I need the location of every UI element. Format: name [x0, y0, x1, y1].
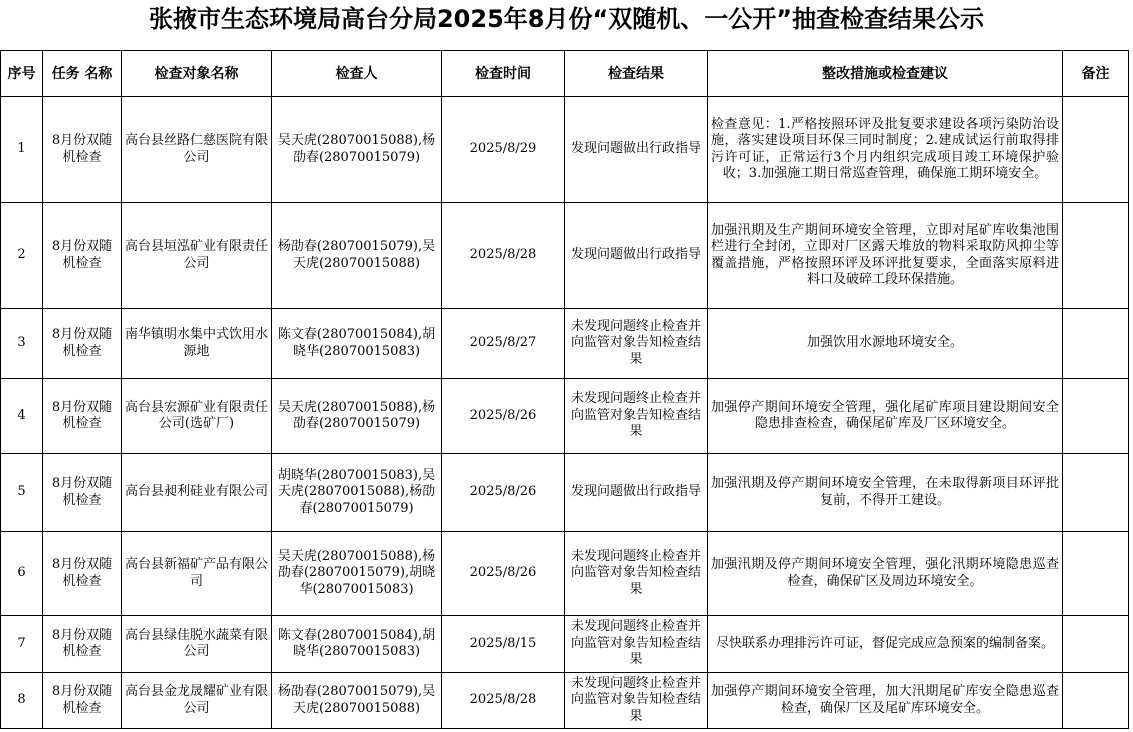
row-target: 高台县垣泓矿业有限责任公司 — [122, 203, 272, 309]
header-remark: 备注 — [1063, 51, 1129, 97]
row-date: 2025/8/15 — [442, 616, 565, 673]
table-row — [1, 616, 1129, 673]
row-inspectors: 吴天虎(28070015088),杨劭春(28070015079),胡晓华(28070015083) — [272, 532, 442, 616]
row-date: 2025/8/26 — [442, 379, 565, 454]
row-inspectors: 杨劭春(28070015079),吴天虎(28070015088) — [272, 673, 442, 729]
row-measures: 加强汛期及停产期间环境安全管理，强化汛期环境隐患巡查检查，确保矿区及周边环境安全。 — [708, 532, 1063, 616]
row-inspectors: 陈文春(28070015084),胡晓华(28070015083) — [272, 616, 442, 673]
header-date: 检查时间 — [442, 51, 565, 97]
row-task: 8月份双随机检查 — [43, 454, 122, 532]
row-remark — [1063, 616, 1129, 673]
row-result: 发现问题做出行政指导 — [565, 97, 708, 203]
row-result: 未发现问题终止检查并向监管对象告知检查结果 — [565, 379, 708, 454]
header-result: 检查结果 — [565, 51, 708, 97]
row-date: 2025/8/29 — [442, 97, 565, 203]
row-target: 高台县昶利硅业有限公司 — [122, 454, 272, 532]
row-result: 未发现问题终止检查并向监管对象告知检查结果 — [565, 309, 708, 379]
row-inspectors: 吴天虎(28070015088),杨劭春(28070015079) — [272, 97, 442, 203]
row-target: 南华镇明水集中式饮用水源地 — [122, 309, 272, 379]
row-remark — [1063, 454, 1129, 532]
page-title: 张掖市生态环境局高台分局2025年8月份“双随机、一公开”抽查检查结果公示 — [148, 5, 985, 33]
row-target: 高台县金龙晟耀矿业有限公司 — [122, 673, 272, 729]
row-task: 8月份双随机检查 — [43, 673, 122, 729]
row-measures: 加强停产期间环境安全管理，强化尾矿库项目建设期间安全隐患排查检查，确保尾矿库及厂区环境安全。 — [708, 379, 1063, 454]
table-row — [1, 454, 1129, 532]
row-remark — [1063, 97, 1129, 203]
row-inspectors: 杨劭春(28070015079),吴天虎(28070015088) — [272, 203, 442, 309]
header-inspectors: 检查人 — [272, 51, 442, 97]
row-inspectors: 胡晓华(28070015083),吴天虎(28070015088),杨劭春(28070015079) — [272, 454, 442, 532]
row-task: 8月份双随机检查 — [43, 616, 122, 673]
row-measures: 加强停产期间环境安全管理，加大汛期尾矿库安全隐患巡查检查，确保厂区及尾矿库环境安全。 — [708, 673, 1063, 729]
row-measures: 加强汛期及停产期间环境安全管理，在未取得新项目环评批复前，不得开工建设。 — [708, 454, 1063, 532]
row-measures: 尽快联系办理排污许可证，督促完成应急预案的编制备案。 — [708, 616, 1063, 673]
row-index: 1 — [1, 97, 43, 203]
row-index: 4 — [1, 379, 43, 454]
row-target: 高台县宏源矿业有限责任公司(选矿厂) — [122, 379, 272, 454]
row-result: 发现问题做出行政指导 — [565, 454, 708, 532]
row-result: 未发现问题终止检查并向监管对象告知检查结果 — [565, 673, 708, 729]
row-task: 8月份双随机检查 — [43, 97, 122, 203]
header-target: 检查对象名称 — [122, 51, 272, 97]
header-row — [1, 51, 1129, 97]
row-result: 发现问题做出行政指导 — [565, 203, 708, 309]
row-task: 8月份双随机检查 — [43, 379, 122, 454]
row-index: 2 — [1, 203, 43, 309]
row-task: 8月份双随机检查 — [43, 309, 122, 379]
row-date: 2025/8/28 — [442, 203, 565, 309]
table-row — [1, 309, 1129, 379]
header-measures: 整改措施或检查建议 — [708, 51, 1063, 97]
table-row — [1, 379, 1129, 454]
row-target: 高台县绿佳脱水蔬菜有限公司 — [122, 616, 272, 673]
row-index: 3 — [1, 309, 43, 379]
row-inspectors: 吴天虎(28070015088),杨劭春(28070015079) — [272, 379, 442, 454]
row-remark — [1063, 203, 1129, 309]
row-task: 8月份双随机检查 — [43, 532, 122, 616]
row-date: 2025/8/26 — [442, 532, 565, 616]
table-row — [1, 97, 1129, 203]
row-index: 8 — [1, 673, 43, 729]
results-table — [0, 50, 1129, 729]
header-index: 序号 — [1, 51, 43, 97]
row-remark — [1063, 532, 1129, 616]
row-remark — [1063, 309, 1129, 379]
row-remark — [1063, 673, 1129, 729]
table-row — [1, 673, 1129, 729]
row-target: 高台县丝路仁慈医院有限公司 — [122, 97, 272, 203]
row-inspectors: 陈文春(28070015084),胡晓华(28070015083) — [272, 309, 442, 379]
row-measures: 检查意见：1.严格按照环评及批复要求建设各项污染防治设施，落实建设项目环保三同时制度；2.建成试运行前取得排污许可证，正常运行3个月内组织完成项目竣工环境保护验收；3.加强施工期日常巡查管理，确保施工期环境安全。 — [708, 97, 1063, 203]
row-date: 2025/8/27 — [442, 309, 565, 379]
header-task: 任务 名称 — [43, 51, 122, 97]
row-target: 高台县新福矿产品有限公司 — [122, 532, 272, 616]
row-index: 5 — [1, 454, 43, 532]
row-index: 7 — [1, 616, 43, 673]
row-date: 2025/8/26 — [442, 454, 565, 532]
table-row — [1, 532, 1129, 616]
row-index: 6 — [1, 532, 43, 616]
table-row — [1, 203, 1129, 309]
row-result: 未发现问题终止检查并向监管对象告知检查结果 — [565, 616, 708, 673]
row-date: 2025/8/28 — [442, 673, 565, 729]
row-remark — [1063, 379, 1129, 454]
row-measures: 加强饮用水源地环境安全。 — [708, 309, 1063, 379]
row-task: 8月份双随机检查 — [43, 203, 122, 309]
row-result: 未发现问题终止检查并向监管对象告知检查结果 — [565, 532, 708, 616]
row-measures: 加强汛期及生产期间环境安全管理，立即对尾矿库收集池围栏进行全封闭，立即对厂区露天堆放的物料采取防风抑尘等覆盖措施，严格按照环评及环评批复要求，全面落实原料进料口及破碎工段环保措施。 — [708, 203, 1063, 309]
